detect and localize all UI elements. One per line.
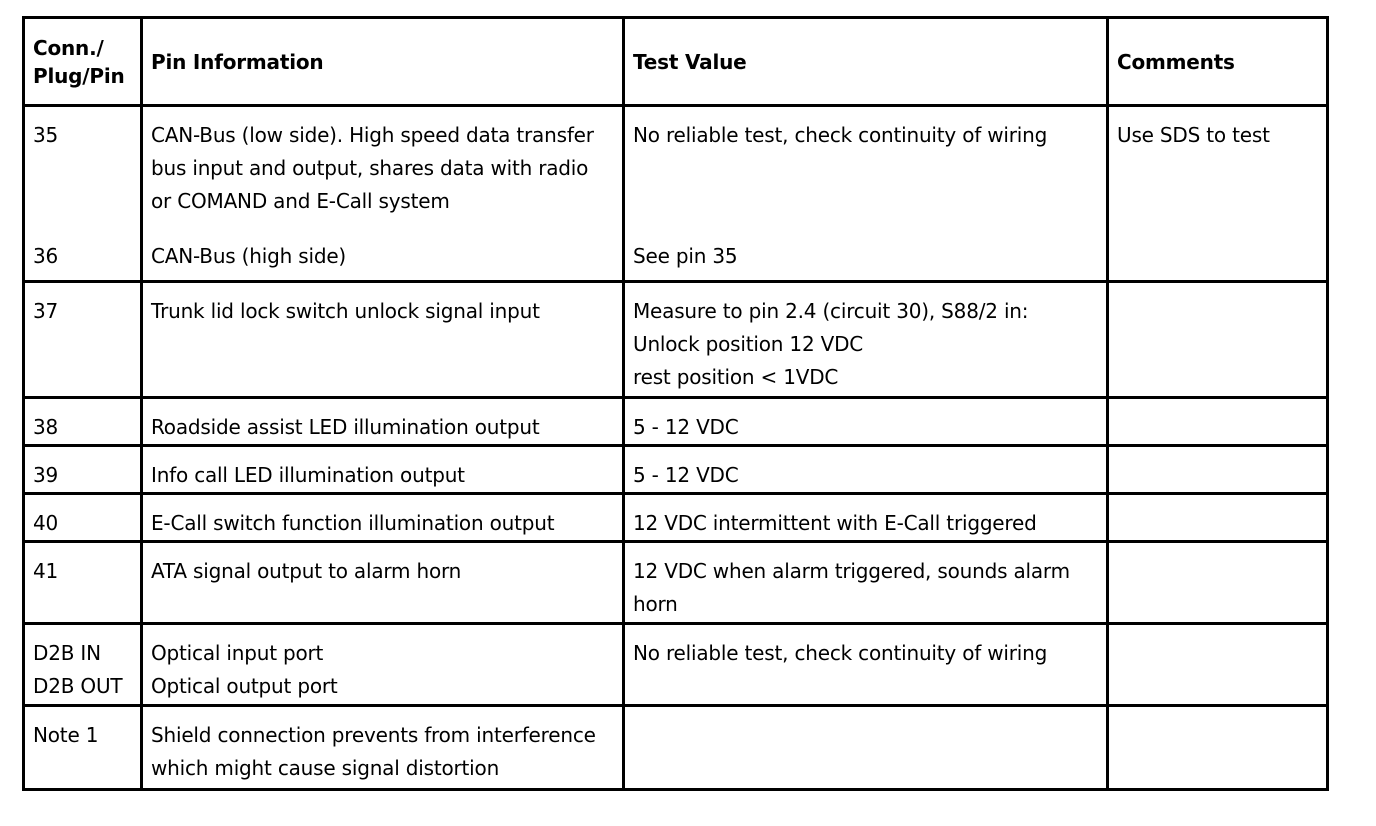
pin-information-table bbox=[22, 16, 1329, 791]
pin-info-cell: ATA signal output to alarm horn bbox=[142, 542, 624, 624]
pin-number: 35 bbox=[33, 123, 59, 147]
comments-cell bbox=[1108, 106, 1328, 282]
table-row bbox=[24, 624, 1328, 706]
test-value-line: Measure to pin 2.4 (circuit 30), S88/2 in: bbox=[633, 299, 1029, 323]
comments-cell bbox=[1108, 282, 1328, 398]
pin-info-cell bbox=[142, 624, 624, 706]
comments-cell bbox=[1108, 398, 1328, 446]
table-row bbox=[24, 282, 1328, 398]
pin-cell bbox=[24, 106, 142, 282]
test-value-line: See pin 35 bbox=[633, 244, 738, 268]
comments-cell bbox=[1108, 706, 1328, 790]
pin-info-cell: E-Call switch function illumination output bbox=[142, 494, 624, 542]
table-row bbox=[24, 106, 1328, 282]
test-value-cell bbox=[624, 282, 1108, 398]
test-value-cell: 5 - 12 VDC bbox=[624, 398, 1108, 446]
pin-info-line: Optical input port bbox=[151, 641, 324, 665]
pin-info-line: Shield connection prevents from interference bbox=[151, 723, 596, 747]
test-value-cell bbox=[624, 106, 1108, 282]
table-row bbox=[24, 446, 1328, 494]
table-row bbox=[24, 398, 1328, 446]
header-conn-plug-pin bbox=[24, 18, 142, 106]
pin-cell: 39 bbox=[24, 446, 142, 494]
comments-cell bbox=[1108, 494, 1328, 542]
test-value-cell: 12 VDC intermittent with E-Call triggered bbox=[624, 494, 1108, 542]
pin-cell: 41 bbox=[24, 542, 142, 624]
header-pin-information: Pin Information bbox=[142, 18, 624, 106]
pin-info-cell: Roadside assist LED illumination output bbox=[142, 398, 624, 446]
pin-number: 36 bbox=[33, 244, 59, 268]
pin-info-line: or COMAND and E-Call system bbox=[151, 189, 450, 213]
test-value-line: Unlock position 12 VDC bbox=[633, 332, 864, 356]
pin-info-cell: Trunk lid lock switch unlock signal input bbox=[142, 282, 624, 398]
pin-cell: 38 bbox=[24, 398, 142, 446]
comments-cell bbox=[1108, 446, 1328, 494]
test-value-line: rest position < 1VDC bbox=[633, 365, 839, 389]
pin-info-line: Optical output port bbox=[151, 674, 338, 698]
table-row bbox=[24, 706, 1328, 790]
header-comments: Comments bbox=[1108, 18, 1328, 106]
header-test-value: Test Value bbox=[624, 18, 1108, 106]
pin-number: D2B OUT bbox=[33, 674, 123, 698]
test-value-line: No reliable test, check continuity of wiring bbox=[633, 123, 1048, 147]
table-row bbox=[24, 542, 1328, 624]
pin-info-cell: Info call LED illumination output bbox=[142, 446, 624, 494]
pin-info-line: bus input and output, shares data with radio bbox=[151, 156, 589, 180]
pin-number: D2B IN bbox=[33, 641, 101, 665]
pin-cell bbox=[24, 624, 142, 706]
test-value-cell bbox=[624, 706, 1108, 790]
test-value-line: 12 VDC when alarm triggered, sounds alarm bbox=[633, 559, 1070, 583]
table-row bbox=[24, 494, 1328, 542]
pin-info-cell bbox=[142, 106, 624, 282]
comments-cell bbox=[1108, 542, 1328, 624]
table-header-row bbox=[24, 18, 1328, 106]
test-value-cell: No reliable test, check continuity of wiring bbox=[624, 624, 1108, 706]
comment-text: Use SDS to test bbox=[1117, 123, 1270, 147]
pin-cell: Note 1 bbox=[24, 706, 142, 790]
pin-info-line: CAN-Bus (low side). High speed data transfer bbox=[151, 123, 594, 147]
pin-cell: 40 bbox=[24, 494, 142, 542]
pin-info-line: CAN-Bus (high side) bbox=[151, 244, 347, 268]
header-conn-line-1: Conn./ bbox=[33, 35, 104, 60]
header-conn-line-2: Plug/Pin bbox=[33, 63, 125, 88]
pin-info-cell bbox=[142, 706, 624, 790]
pin-info-line: which might cause signal distortion bbox=[151, 756, 500, 780]
test-value-line: horn bbox=[633, 592, 678, 616]
comments-cell bbox=[1108, 624, 1328, 706]
test-value-cell bbox=[624, 542, 1108, 624]
test-value-cell: 5 - 12 VDC bbox=[624, 446, 1108, 494]
pin-cell: 37 bbox=[24, 282, 142, 398]
